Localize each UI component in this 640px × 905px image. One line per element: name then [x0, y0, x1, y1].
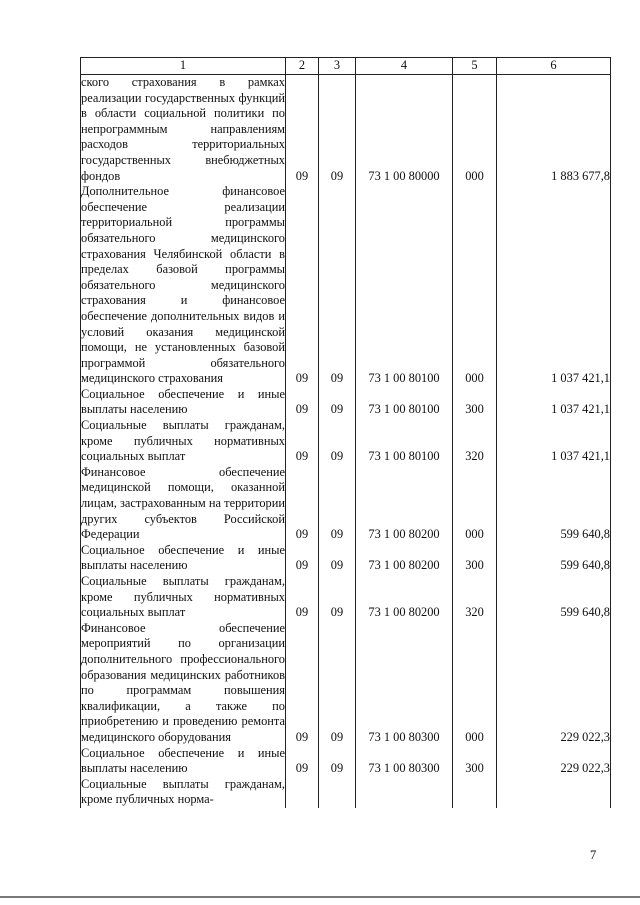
- table-row: [81, 418, 611, 465]
- expense-type-cell: 320: [453, 418, 497, 465]
- target-article-cell: 73 1 00 80200: [356, 574, 453, 621]
- expense-type-cell: 000: [453, 184, 497, 387]
- section-code-cell: 09: [286, 75, 319, 185]
- expense-type-cell: 000: [453, 75, 497, 185]
- expense-type-cell: 300: [453, 746, 497, 777]
- amount-cell: 599 640,8: [497, 465, 611, 543]
- amount-cell: 1 883 677,8: [497, 75, 611, 185]
- subsection-code-cell: 09: [319, 465, 356, 543]
- table-row: [81, 621, 611, 746]
- item-name-cell: Социальные выплаты гражданам, кроме публичных норма-: [81, 776, 285, 807]
- item-name-cell: Социальные выплаты гражданам, кроме публичных нормативных социальных выплат: [81, 574, 285, 620]
- amount-cell: [497, 777, 611, 808]
- expense-type-cell: [453, 777, 497, 808]
- target-article-cell: [356, 777, 453, 808]
- subsection-code-cell: 09: [319, 418, 356, 465]
- section-code-cell: [286, 777, 319, 808]
- section-code-cell: 09: [286, 184, 319, 387]
- target-article-cell: 73 1 00 80200: [356, 543, 453, 574]
- section-code-cell: 09: [286, 621, 319, 746]
- subsection-code-cell: 09: [319, 543, 356, 574]
- subsection-code-cell: 09: [319, 621, 356, 746]
- column-header: 3: [319, 58, 356, 75]
- section-code-cell: 09: [286, 746, 319, 777]
- column-header: 1: [81, 58, 286, 75]
- expense-type-cell: 320: [453, 574, 497, 621]
- section-code-cell: 09: [286, 574, 319, 621]
- expense-type-cell: 000: [453, 621, 497, 746]
- item-name-cell: Финансовое обеспечение мероприятий по организации дополнительного профессионального образования медицинских работников по программам повышения квалификации, а также по приобретению и проведению ремонта медицинского оборудования: [81, 620, 285, 744]
- table-row: [81, 543, 611, 574]
- table-row: [81, 75, 611, 185]
- subsection-code-cell: 09: [319, 75, 356, 185]
- item-name-cell: Социальное обеспечение и иные выплаты населению: [81, 542, 285, 573]
- target-article-cell: 73 1 00 80200: [356, 465, 453, 543]
- table-row: [81, 574, 611, 621]
- table-row: [81, 777, 611, 808]
- amount-cell: 229 022,3: [497, 746, 611, 777]
- table-body: [81, 75, 611, 808]
- expense-type-cell: 300: [453, 387, 497, 418]
- amount-cell: 1 037 421,1: [497, 184, 611, 387]
- table-row: [81, 184, 611, 387]
- amount-cell: 1 037 421,1: [497, 418, 611, 465]
- column-header: 4: [356, 58, 453, 75]
- subsection-code-cell: [319, 777, 356, 808]
- column-header: 2: [286, 58, 319, 75]
- section-code-cell: 09: [286, 418, 319, 465]
- expense-type-cell: 300: [453, 543, 497, 574]
- budget-table: [80, 57, 611, 808]
- amount-cell: 599 640,8: [497, 543, 611, 574]
- page-number: 7: [590, 848, 597, 862]
- column-header: 5: [453, 58, 497, 75]
- item-name-cell: Социальное обеспечение и иные выплаты населению: [81, 745, 285, 776]
- subsection-code-cell: 09: [319, 574, 356, 621]
- target-article-cell: 73 1 00 80000: [356, 75, 453, 185]
- item-name-cell: Финансовое обеспечение медицинской помощи, оказанной лицам, застрахованным на территории других субъектов Российской Федерации: [81, 464, 285, 542]
- item-name-cell: ского страхования в рамках реализации государственных функций в области социальной политики по непрограммным направлениям расходов территориальных государственных внебюджетных фондов: [81, 75, 285, 183]
- page-bottom-divider: [0, 896, 640, 898]
- section-code-cell: 09: [286, 465, 319, 543]
- expense-type-cell: 000: [453, 465, 497, 543]
- table-row: [81, 387, 611, 418]
- header-row: [81, 58, 611, 75]
- target-article-cell: 73 1 00 80100: [356, 418, 453, 465]
- column-header: 6: [497, 58, 611, 75]
- section-code-cell: 09: [286, 387, 319, 418]
- subsection-code-cell: 09: [319, 184, 356, 387]
- subsection-code-cell: 09: [319, 746, 356, 777]
- table-row: [81, 746, 611, 777]
- target-article-cell: 73 1 00 80300: [356, 621, 453, 746]
- item-name-cell: Дополнительное финансовое обеспечение реализации территориальной программы обязательного медицинского страхования Челябинской области в пределах базовой программы обязательного медицинского страхования и финансовое обеспечение дополнительных видов и условий оказания медицинской помощи, не установленных базовой программой обязательного медицинского страхования: [81, 184, 285, 386]
- section-code-cell: 09: [286, 543, 319, 574]
- subsection-code-cell: 09: [319, 387, 356, 418]
- amount-cell: 599 640,8: [497, 574, 611, 621]
- table-row: [81, 465, 611, 543]
- target-article-cell: 73 1 00 80300: [356, 746, 453, 777]
- target-article-cell: 73 1 00 80100: [356, 184, 453, 387]
- item-name-cell: Социальные выплаты гражданам, кроме публичных нормативных социальных выплат: [81, 418, 285, 464]
- item-name-cell: Социальное обеспечение и иные выплаты населению: [81, 386, 285, 417]
- amount-cell: 1 037 421,1: [497, 387, 611, 418]
- amount-cell: 229 022,3: [497, 621, 611, 746]
- target-article-cell: 73 1 00 80100: [356, 387, 453, 418]
